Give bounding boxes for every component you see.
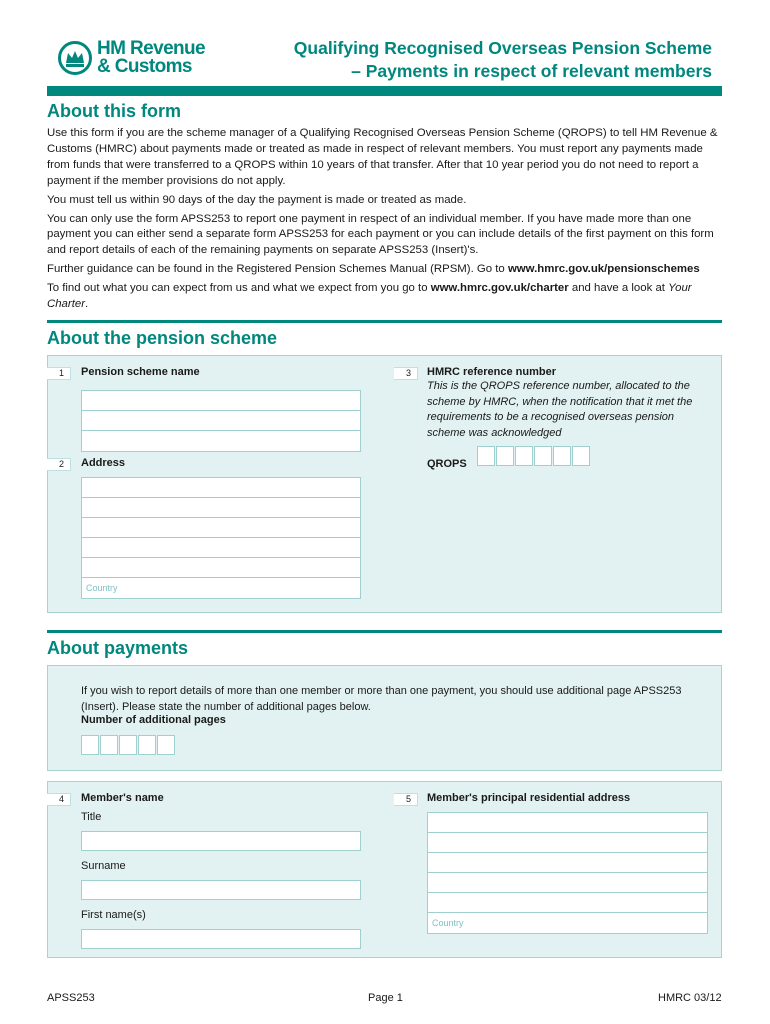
about-form-heading: About this form <box>47 101 181 121</box>
member-address-label: Member's principal residential address <box>427 792 631 804</box>
form-title <box>294 37 712 83</box>
logo-line-1: HM Revenue <box>97 38 206 59</box>
section-rule <box>47 320 722 323</box>
about-form-p1: Use this form if you are the scheme manager of a Qualifying Recognised Overseas Pension Scheme (QROPS) to tell HM Revenue & Customs (HMRC) about payments made or treated as made in respect of relevant members. You must report any payments made from funds that were transferred to a QROPS within 10 years of that transfer. After that 10 year period you do not need to report a payment if the member provisions do not apply. <box>47 127 718 187</box>
hmrc-reference-label: HMRC reference number <box>427 366 556 378</box>
qrops-char-box[interactable] <box>553 446 571 466</box>
header-bar <box>47 86 722 96</box>
member-address-line[interactable] <box>428 873 707 893</box>
question-number-5: 5 <box>394 793 418 806</box>
member-address-line[interactable] <box>428 853 707 873</box>
surname-input[interactable] <box>81 880 361 900</box>
pensionschemes-link[interactable]: www.hmrc.gov.uk/pensionschemes <box>507 263 700 276</box>
additional-pages-label: Number of additional pages <box>81 714 226 726</box>
qrops-char-box[interactable] <box>534 446 552 466</box>
charter-link[interactable]: www.hmrc.gov.uk/charter <box>430 282 569 295</box>
scheme-name-line[interactable] <box>82 431 360 451</box>
address-line[interactable] <box>82 498 360 518</box>
charter-text-end: . <box>84 298 89 311</box>
hmrc-reference-hint: This is the QROPS reference number, allocated to the scheme by HMRC, when the notification that it met the requirements to be a recognised overseas pension scheme was acknowledged <box>427 380 693 439</box>
pages-char-box[interactable] <box>157 735 175 755</box>
guidance-text: Further guidance can be found in the Registered Pension Schemes Manual (RPSM). Go to <box>47 263 508 276</box>
about-form-p5 <box>47 281 722 313</box>
payments-intro: If you wish to report details of more than one member or more than one payment, you should use additional page APSS253 (Insert). Please state the number of additional pages below. <box>81 685 682 713</box>
hmrc-logo <box>58 37 228 79</box>
about-form-p4 <box>47 262 722 278</box>
about-form-p2: You must tell us within 90 days of the day the payment is made or treated as made. <box>47 193 467 206</box>
first-names-label: First name(s) <box>81 909 146 921</box>
address-line[interactable] <box>82 518 360 538</box>
pages-char-box[interactable] <box>100 735 118 755</box>
country-field[interactable]: Country <box>86 583 118 593</box>
charter-text-mid: and have a look at <box>568 282 669 295</box>
qrops-char-box[interactable] <box>477 446 495 466</box>
pension-scheme-name-field[interactable] <box>81 390 361 452</box>
question-number-2: 2 <box>47 458 71 471</box>
pages-char-box[interactable] <box>138 735 156 755</box>
payments-heading: About payments <box>47 638 189 658</box>
logo-line-2: & Customs <box>97 56 192 77</box>
page-number: Page 1 <box>368 992 403 1004</box>
member-address-field[interactable] <box>427 812 708 934</box>
qrops-label: QROPS <box>427 458 467 470</box>
form-version: HMRC 03/12 <box>658 992 722 1004</box>
member-country-field[interactable]: Country <box>432 918 464 928</box>
member-address-line[interactable] <box>428 893 707 913</box>
title-label: Title <box>81 811 102 823</box>
pages-char-box[interactable] <box>81 735 99 755</box>
pages-char-box[interactable] <box>119 735 137 755</box>
your-charter-text: Your Charter <box>47 282 692 311</box>
scheme-name-line[interactable] <box>82 391 360 411</box>
address-line[interactable] <box>82 538 360 558</box>
qrops-char-box[interactable] <box>496 446 514 466</box>
qrops-char-box[interactable] <box>515 446 533 466</box>
form-code: APSS253 <box>47 992 95 1004</box>
question-number-3: 3 <box>394 367 418 380</box>
question-number-4: 4 <box>47 793 71 806</box>
additional-pages-input[interactable] <box>81 735 176 755</box>
form-title-line-1: Qualifying Recognised Overseas Pension Scheme <box>293 38 712 58</box>
charter-text: To find out what you can expect from us and what we expect from you go to <box>47 282 431 295</box>
crown-crest-icon <box>58 41 92 75</box>
about-form-text <box>47 126 722 316</box>
qrops-char-box[interactable] <box>572 446 590 466</box>
address-line[interactable] <box>82 558 360 578</box>
scheme-address-field[interactable] <box>81 477 361 599</box>
member-address-line[interactable] <box>428 813 707 833</box>
first-names-input[interactable] <box>81 929 361 949</box>
surname-label: Surname <box>81 860 126 872</box>
member-name-label: Member's name <box>81 792 164 804</box>
section-rule <box>47 630 722 633</box>
member-address-line[interactable] <box>428 833 707 853</box>
pension-scheme-heading: About the pension scheme <box>47 328 278 348</box>
address-line[interactable] <box>82 478 360 498</box>
address-label: Address <box>81 457 126 469</box>
scheme-name-line[interactable] <box>82 411 360 431</box>
question-number-1: 1 <box>47 367 71 380</box>
title-input[interactable] <box>81 831 361 851</box>
about-form-p3: You can only use the form APSS253 to report one payment in respect of an individual member. If you have made more than one payment you can either send a separate form APSS253 for each payment or you can include details of the first payment on this form and report details of each of the remaining payments on separate APSS253 (Insert)'s. <box>47 212 714 257</box>
qrops-reference-input[interactable] <box>477 446 591 466</box>
form-title-line-2: – Payments in respect of relevant members <box>351 61 712 81</box>
pension-scheme-name-label: Pension scheme name <box>81 366 200 378</box>
